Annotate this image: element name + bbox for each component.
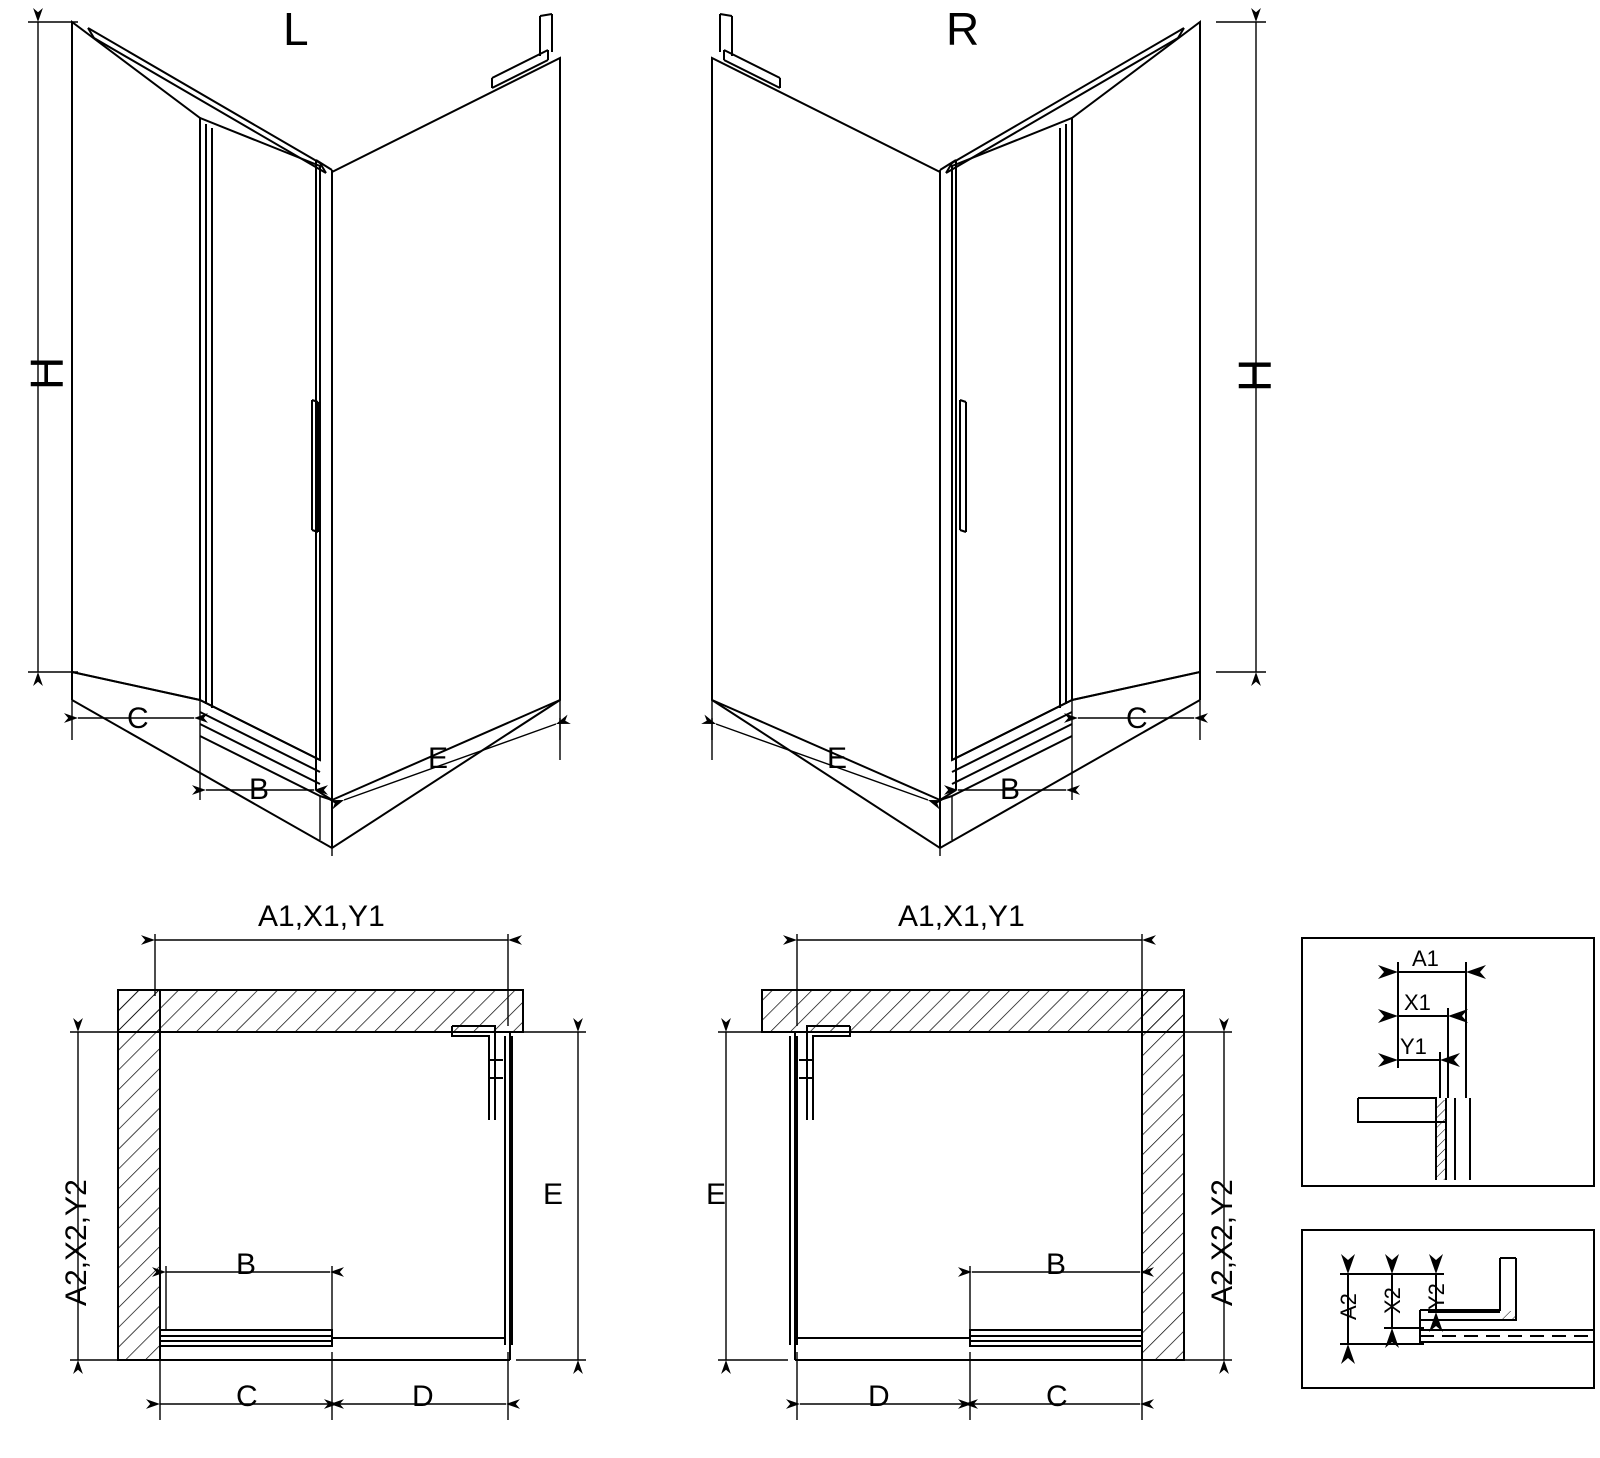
plan-left-label-b: B	[236, 1248, 257, 1281]
plan-left-geometry	[118, 990, 523, 1360]
plan-left-top-dim-label: A1,X1,Y1	[258, 900, 385, 933]
plan-right-label-e: E	[706, 1178, 727, 1211]
detail-bottom-label-a2: A2	[1336, 1293, 1361, 1320]
detail-bottom-label-x2: X2	[1380, 1287, 1405, 1314]
detail-top-label-y1: Y1	[1400, 1034, 1427, 1059]
plan-right-geometry	[762, 990, 1184, 1360]
iso-left-label-e: E	[428, 742, 449, 775]
plan-left-side-dim-label: A2,X2,Y2	[60, 1179, 93, 1306]
detail-bottom-label-y2: Y2	[1424, 1283, 1449, 1310]
plan-left-label-e: E	[543, 1178, 564, 1211]
plan-right-label-d: D	[868, 1380, 890, 1413]
detail-top-label-a1: A1	[1412, 946, 1439, 971]
title-right-variant: R	[946, 3, 980, 55]
title-left-variant: L	[283, 3, 309, 55]
iso-left-height-label: H	[21, 356, 73, 390]
plan-right-top-dim-label: A1,X1,Y1	[898, 900, 1025, 933]
iso-right-label-e: E	[827, 742, 848, 775]
detail-top-geometry	[1302, 938, 1594, 1186]
plan-right-side-dim-label: A2,X2,Y2	[1206, 1179, 1239, 1306]
plan-left-label-d: D	[412, 1380, 434, 1413]
plan-right-label-c: C	[1046, 1380, 1068, 1413]
plan-right-label-b: B	[1046, 1248, 1067, 1281]
detail-top-label-x1: X1	[1404, 990, 1431, 1015]
iso-left-label-c: C	[127, 702, 149, 735]
iso-left-label-b: B	[249, 773, 270, 806]
iso-right-height-label: H	[1229, 358, 1281, 392]
iso-right-label-b: B	[1000, 773, 1021, 806]
plan-left-label-c: C	[236, 1380, 258, 1413]
iso-right-label-c: C	[1126, 702, 1148, 735]
